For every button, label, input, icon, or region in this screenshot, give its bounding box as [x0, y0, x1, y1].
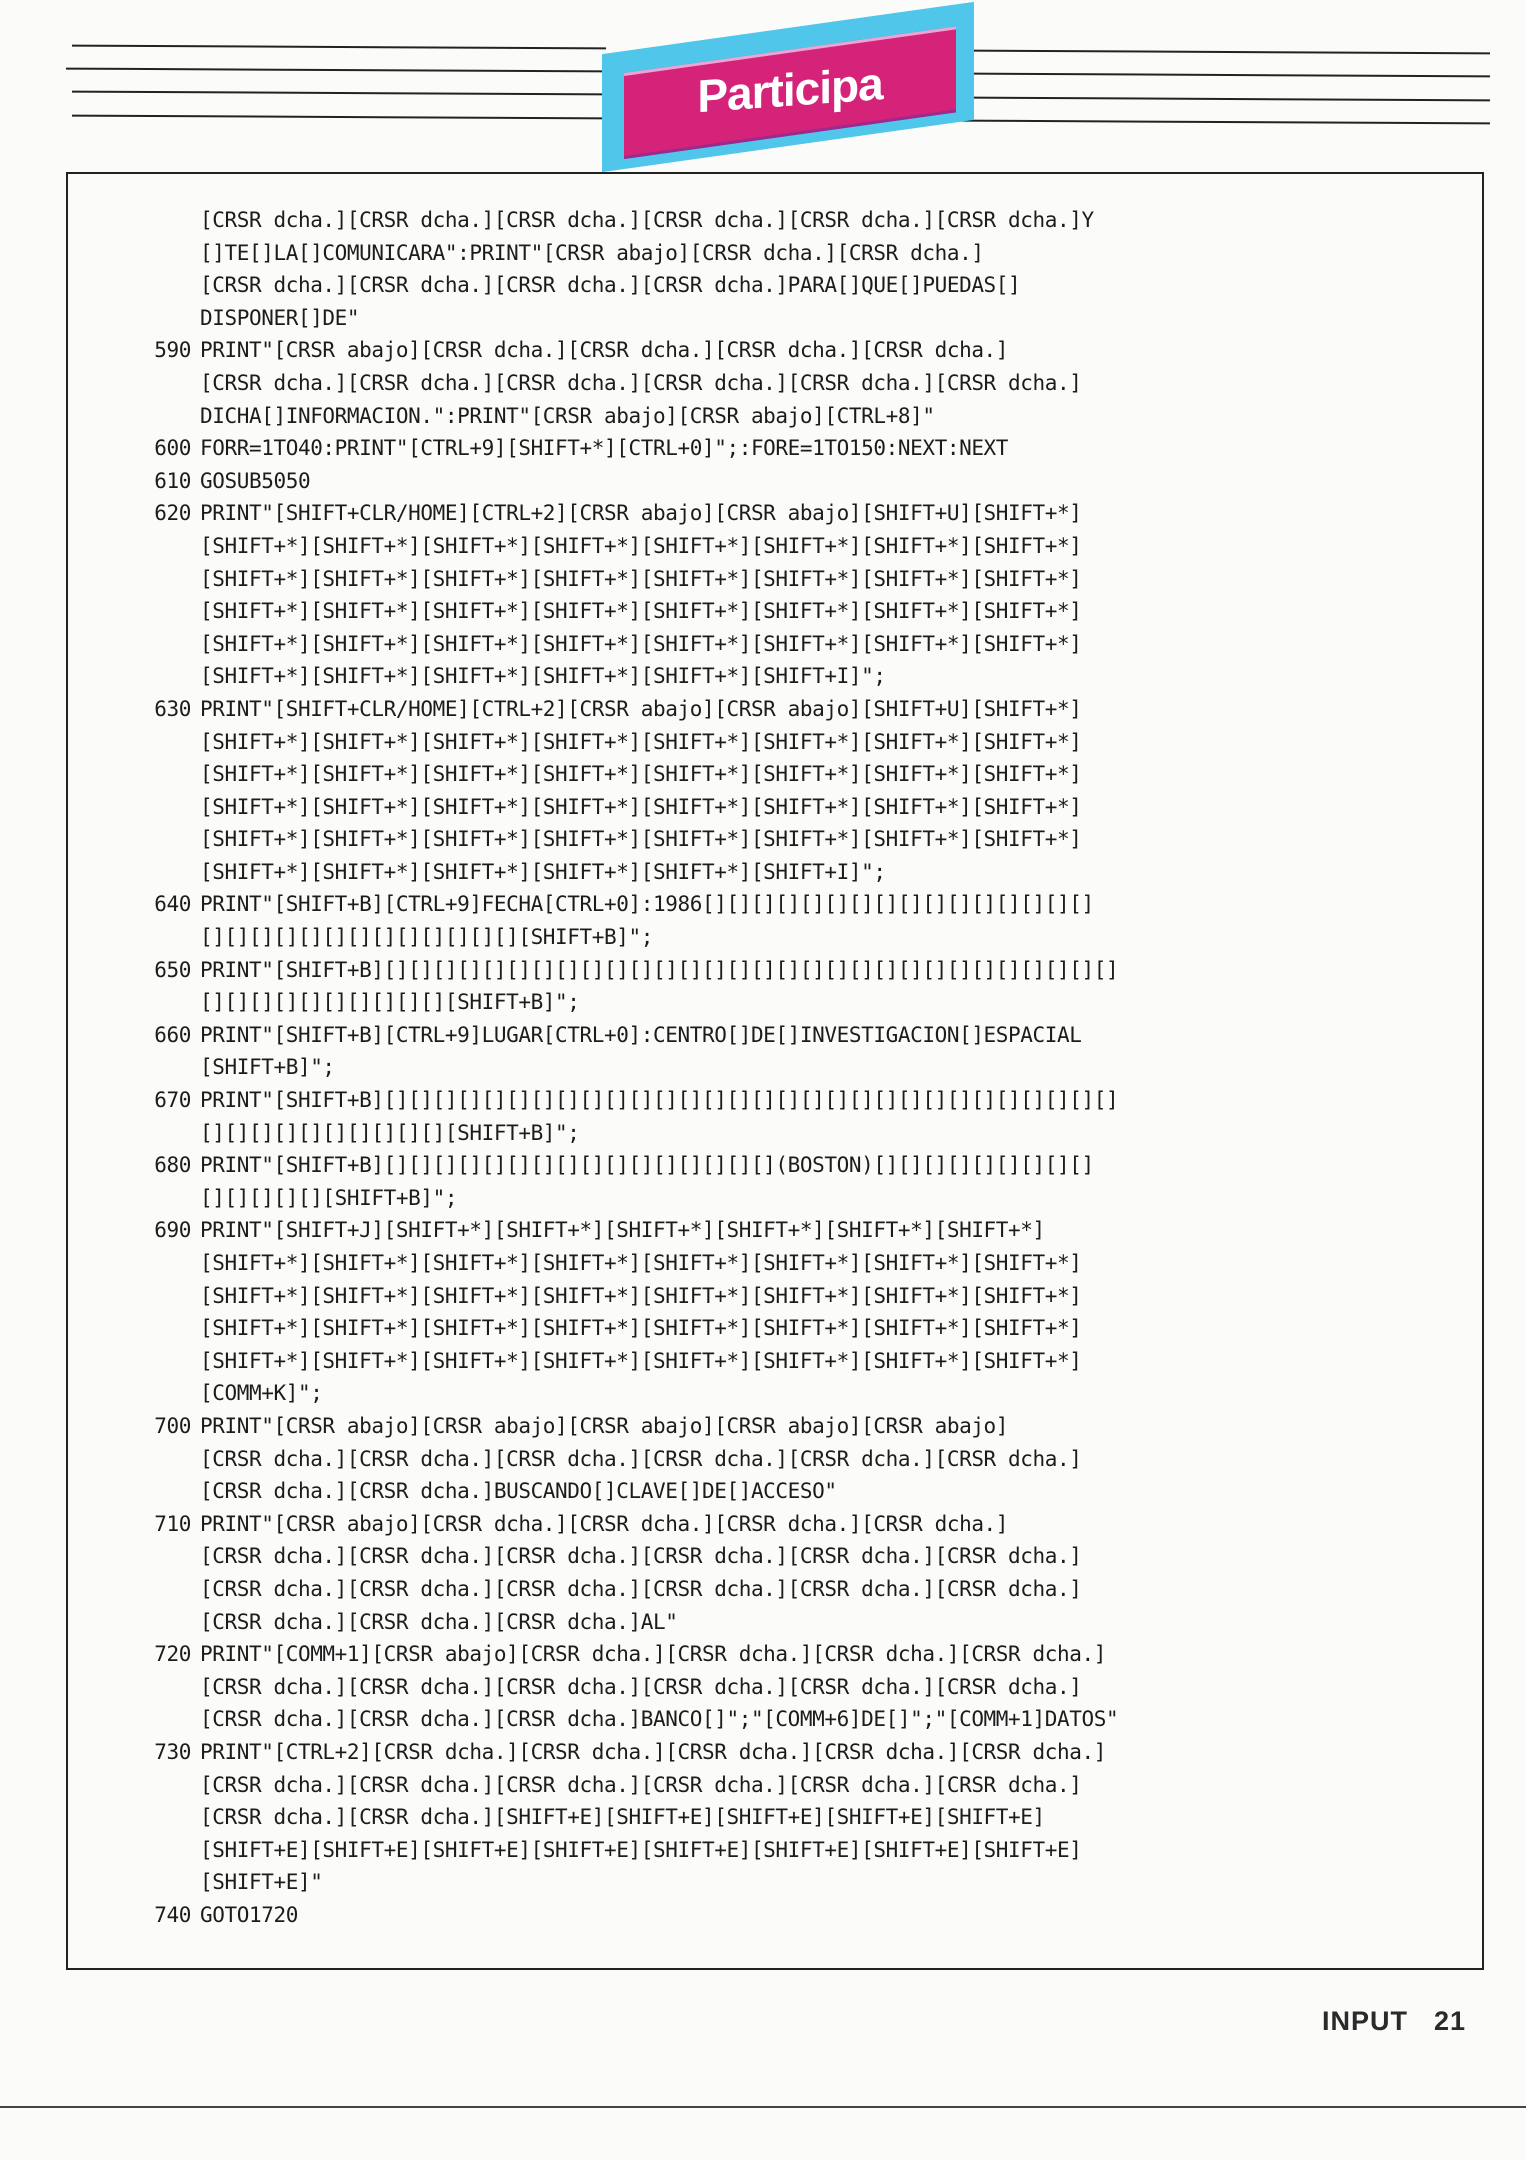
line-number: 700 — [154, 1413, 191, 1438]
code-text: [][][][][][SHIFT+B]"; — [200, 1185, 458, 1210]
code-text: PRINT"[SHIFT+B][][][][][][][][][][][][][][][][][][][][][][][][][][][][][][] — [200, 957, 1119, 982]
code-text: DICHA[]INFORMACION.":PRINT"[CRSR abajo][CRSR abajo][CTRL+8]" — [200, 403, 935, 428]
code-statement — [200, 1410, 1082, 1508]
code-line — [68, 432, 1118, 465]
code-text: []TE[]LA[]COMUNICARA":PRINT"[CRSR abajo][CRSR dcha.][CRSR dcha.] — [200, 240, 984, 265]
code-text: [CRSR dcha.][CRSR dcha.][SHIFT+E][SHIFT+E][SHIFT+E][SHIFT+E][SHIFT+E] — [200, 1805, 1045, 1830]
program-listing — [68, 204, 1118, 1931]
line-number: 680 — [154, 1153, 191, 1178]
code-text: [SHIFT+*][SHIFT+*][SHIFT+*][SHIFT+*][SHIFT+*][SHIFT+*][SHIFT+*][SHIFT+*] — [200, 631, 1082, 656]
code-text: PRINT"[SHIFT+J][SHIFT+*][SHIFT+*][SHIFT+*][SHIFT+*][SHIFT+*][SHIFT+*] — [200, 1218, 1045, 1243]
code-text: PRINT"[CRSR abajo][CRSR dcha.][CRSR dcha.][CRSR dcha.][CRSR dcha.] — [200, 338, 1009, 363]
code-text: [SHIFT+*][SHIFT+*][SHIFT+*][SHIFT+*][SHIFT+*][SHIFT+*][SHIFT+*][SHIFT+*] — [200, 794, 1082, 819]
code-line — [68, 204, 1118, 334]
code-text: GOSUB5050 — [200, 468, 311, 493]
code-text: [CRSR dcha.][CRSR dcha.][CRSR dcha.][CRSR dcha.][CRSR dcha.][CRSR dcha.]Y — [200, 208, 1094, 232]
code-text: [CRSR dcha.][CRSR dcha.][CRSR dcha.][CRSR dcha.][CRSR dcha.][CRSR dcha.] — [200, 1544, 1082, 1569]
code-line — [68, 1736, 1118, 1899]
code-statement — [200, 432, 1008, 465]
code-statement — [200, 204, 1094, 334]
line-number: 730 — [154, 1739, 191, 1764]
code-statement — [200, 954, 1118, 1019]
code-statement — [200, 1149, 1094, 1214]
line-number: 630 — [154, 696, 191, 721]
code-line — [68, 497, 1118, 693]
bottom-rule — [0, 2106, 1526, 2108]
code-line — [68, 1410, 1118, 1508]
code-text: [][][][][][][][][][][SHIFT+B]"; — [200, 990, 580, 1015]
code-text: [SHIFT+*][SHIFT+*][SHIFT+*][SHIFT+*][SHIFT+*][SHIFT+*][SHIFT+*][SHIFT+*] — [200, 1283, 1082, 1308]
line-number: 740 — [154, 1902, 191, 1927]
code-text: GOTO1720 — [200, 1902, 298, 1927]
code-text: PRINT"[SHIFT+B][CTRL+9]FECHA[CTRL+0]:1986[][][][][][][][][][][][][][][][] — [200, 892, 1094, 917]
line-number — [68, 204, 191, 334]
code-text: [CRSR dcha.][CRSR dcha.][CRSR dcha.][CRSR dcha.]PARA[]QUE[]PUEDAS[] — [200, 273, 1021, 298]
code-statement — [200, 693, 1082, 889]
line-number: 690 — [154, 1218, 191, 1243]
line-number: 640 — [154, 892, 191, 917]
code-text: [SHIFT+*][SHIFT+*][SHIFT+*][SHIFT+*][SHIFT+*][SHIFT+*][SHIFT+*][SHIFT+*] — [200, 1316, 1082, 1341]
code-text: [CRSR dcha.][CRSR dcha.][CRSR dcha.]BANCO[]";"[COMM+6]DE[]";"[COMM+1]DATOS" — [200, 1707, 1119, 1732]
magazine-name: INPUT — [1322, 2006, 1408, 2036]
code-text: [SHIFT+*][SHIFT+*][SHIFT+*][SHIFT+*][SHIFT+*][SHIFT+*][SHIFT+*][SHIFT+*] — [200, 1348, 1082, 1373]
code-line — [68, 465, 1118, 498]
page-footer — [1322, 2006, 1466, 2037]
code-text: [SHIFT+*][SHIFT+*][SHIFT+*][SHIFT+*][SHIFT+*][SHIFT+I]"; — [200, 859, 886, 884]
header-rule — [72, 91, 606, 96]
code-text: [SHIFT+*][SHIFT+*][SHIFT+*][SHIFT+*][SHIFT+*][SHIFT+*][SHIFT+*][SHIFT+*] — [200, 729, 1082, 754]
line-number: 610 — [154, 468, 191, 493]
code-line — [68, 1149, 1118, 1214]
code-line — [68, 1508, 1118, 1638]
code-line — [68, 1899, 1118, 1932]
code-text: [COMM+K]"; — [200, 1381, 323, 1406]
code-text: [SHIFT+*][SHIFT+*][SHIFT+*][SHIFT+*][SHIFT+*][SHIFT+I]"; — [200, 664, 886, 689]
code-text: DISPONER[]DE" — [200, 305, 360, 330]
code-text: [CRSR dcha.][CRSR dcha.][CRSR dcha.][CRSR dcha.][CRSR dcha.][CRSR dcha.] — [200, 1576, 1082, 1601]
code-statement — [200, 1508, 1082, 1638]
code-text: PRINT"[SHIFT+B][][][][][][][][][][][][][][][][](BOSTON)[][][][][][][][][] — [200, 1153, 1094, 1178]
line-number: 720 — [154, 1642, 191, 1667]
code-text: [CRSR dcha.][CRSR dcha.][CRSR dcha.]AL" — [200, 1609, 678, 1634]
header-rule — [972, 73, 1490, 78]
code-statement — [200, 1214, 1082, 1410]
code-text: FORR=1TO40:PRINT"[CTRL+9][SHIFT+*][CTRL+0]";:FORE=1TO150:NEXT:NEXT — [200, 436, 1009, 461]
line-number: 650 — [154, 957, 191, 982]
code-text: [][][][][][][][][][][SHIFT+B]"; — [200, 1120, 580, 1145]
code-statement — [200, 334, 1082, 432]
header-rule — [960, 120, 1490, 125]
code-line — [68, 334, 1118, 432]
code-text: [CRSR dcha.][CRSR dcha.]BUSCANDO[]CLAVE[]DE[]ACCESO" — [200, 1479, 837, 1504]
code-text: PRINT"[CTRL+2][CRSR dcha.][CRSR dcha.][CRSR dcha.][CRSR dcha.][CRSR dcha.] — [200, 1739, 1106, 1764]
code-statement — [200, 465, 310, 498]
code-text: [SHIFT+*][SHIFT+*][SHIFT+*][SHIFT+*][SHIFT+*][SHIFT+*][SHIFT+*][SHIFT+*] — [200, 827, 1082, 852]
section-banner-inner — [624, 26, 956, 159]
code-statement — [200, 1084, 1118, 1149]
line-number: 710 — [154, 1511, 191, 1536]
header-rule — [972, 97, 1490, 102]
code-line — [68, 1638, 1118, 1736]
code-statement — [200, 1638, 1118, 1736]
code-text: PRINT"[SHIFT+B][][][][][][][][][][][][][][][][][][][][][][][][][][][][][][] — [200, 1088, 1119, 1113]
code-text: PRINT"[SHIFT+B][CTRL+9]LUGAR[CTRL+0]:CENTRO[]DE[]INVESTIGACION[]ESPACIAL — [200, 1022, 1082, 1047]
code-statement — [200, 888, 1094, 953]
line-number: 620 — [154, 501, 191, 526]
code-line — [68, 1084, 1118, 1149]
header-rule — [72, 45, 606, 50]
code-text: PRINT"[CRSR abajo][CRSR dcha.][CRSR dcha.][CRSR dcha.][CRSR dcha.] — [200, 1511, 1009, 1536]
code-text: [SHIFT+*][SHIFT+*][SHIFT+*][SHIFT+*][SHIFT+*][SHIFT+*][SHIFT+*][SHIFT+*] — [200, 1251, 1082, 1275]
code-text: [SHIFT+E]" — [200, 1870, 323, 1895]
code-statement — [200, 1736, 1106, 1899]
section-title: Participa — [697, 57, 883, 123]
code-text: [CRSR dcha.][CRSR dcha.][CRSR dcha.][CRSR dcha.][CRSR dcha.][CRSR dcha.] — [200, 1446, 1082, 1471]
code-text: [SHIFT+*][SHIFT+*][SHIFT+*][SHIFT+*][SHIFT+*][SHIFT+*][SHIFT+*][SHIFT+*] — [200, 533, 1082, 558]
line-number: 590 — [154, 338, 191, 363]
code-text: [SHIFT+*][SHIFT+*][SHIFT+*][SHIFT+*][SHIFT+*][SHIFT+*][SHIFT+*][SHIFT+*] — [200, 599, 1082, 624]
code-text: [SHIFT+*][SHIFT+*][SHIFT+*][SHIFT+*][SHIFT+*][SHIFT+*][SHIFT+*][SHIFT+*] — [200, 762, 1082, 787]
code-text: [CRSR dcha.][CRSR dcha.][CRSR dcha.][CRSR dcha.][CRSR dcha.][CRSR dcha.] — [200, 1772, 1082, 1797]
line-number: 670 — [154, 1088, 191, 1113]
code-text: PRINT"[CRSR abajo][CRSR abajo][CRSR abajo][CRSR abajo][CRSR abajo] — [200, 1413, 1009, 1438]
code-text: [CRSR dcha.][CRSR dcha.][CRSR dcha.][CRSR dcha.][CRSR dcha.][CRSR dcha.] — [200, 1674, 1082, 1699]
code-statement — [200, 497, 1082, 693]
header-rule — [72, 115, 606, 120]
code-line — [68, 1214, 1118, 1410]
code-statement — [200, 1899, 298, 1932]
header-rule — [972, 50, 1490, 55]
code-line — [68, 1019, 1118, 1084]
code-text: [SHIFT+*][SHIFT+*][SHIFT+*][SHIFT+*][SHIFT+*][SHIFT+*][SHIFT+*][SHIFT+*] — [200, 566, 1082, 591]
code-text: PRINT"[SHIFT+CLR/HOME][CTRL+2][CRSR abajo][CRSR abajo][SHIFT+U][SHIFT+*] — [200, 501, 1082, 526]
line-number: 660 — [154, 1022, 191, 1047]
code-line — [68, 693, 1118, 889]
program-listing-box — [66, 172, 1484, 1970]
code-text: [SHIFT+B]"; — [200, 1055, 335, 1080]
code-line — [68, 888, 1118, 953]
code-text: [SHIFT+E][SHIFT+E][SHIFT+E][SHIFT+E][SHIFT+E][SHIFT+E][SHIFT+E][SHIFT+E] — [200, 1837, 1082, 1862]
code-statement — [200, 1019, 1082, 1084]
code-text: PRINT"[SHIFT+CLR/HOME][CTRL+2][CRSR abajo][CRSR abajo][SHIFT+U][SHIFT+*] — [200, 696, 1082, 721]
code-text: [][][][][][][][][][][][][][SHIFT+B]"; — [200, 925, 653, 950]
code-line — [68, 954, 1118, 1019]
code-text: [CRSR dcha.][CRSR dcha.][CRSR dcha.][CRSR dcha.][CRSR dcha.][CRSR dcha.] — [200, 370, 1082, 395]
line-number: 600 — [154, 436, 191, 461]
header-rule — [66, 68, 606, 73]
page-number: 21 — [1434, 2006, 1467, 2036]
section-banner — [602, 2, 974, 172]
code-text: PRINT"[COMM+1][CRSR abajo][CRSR dcha.][CRSR dcha.][CRSR dcha.][CRSR dcha.] — [200, 1642, 1106, 1667]
